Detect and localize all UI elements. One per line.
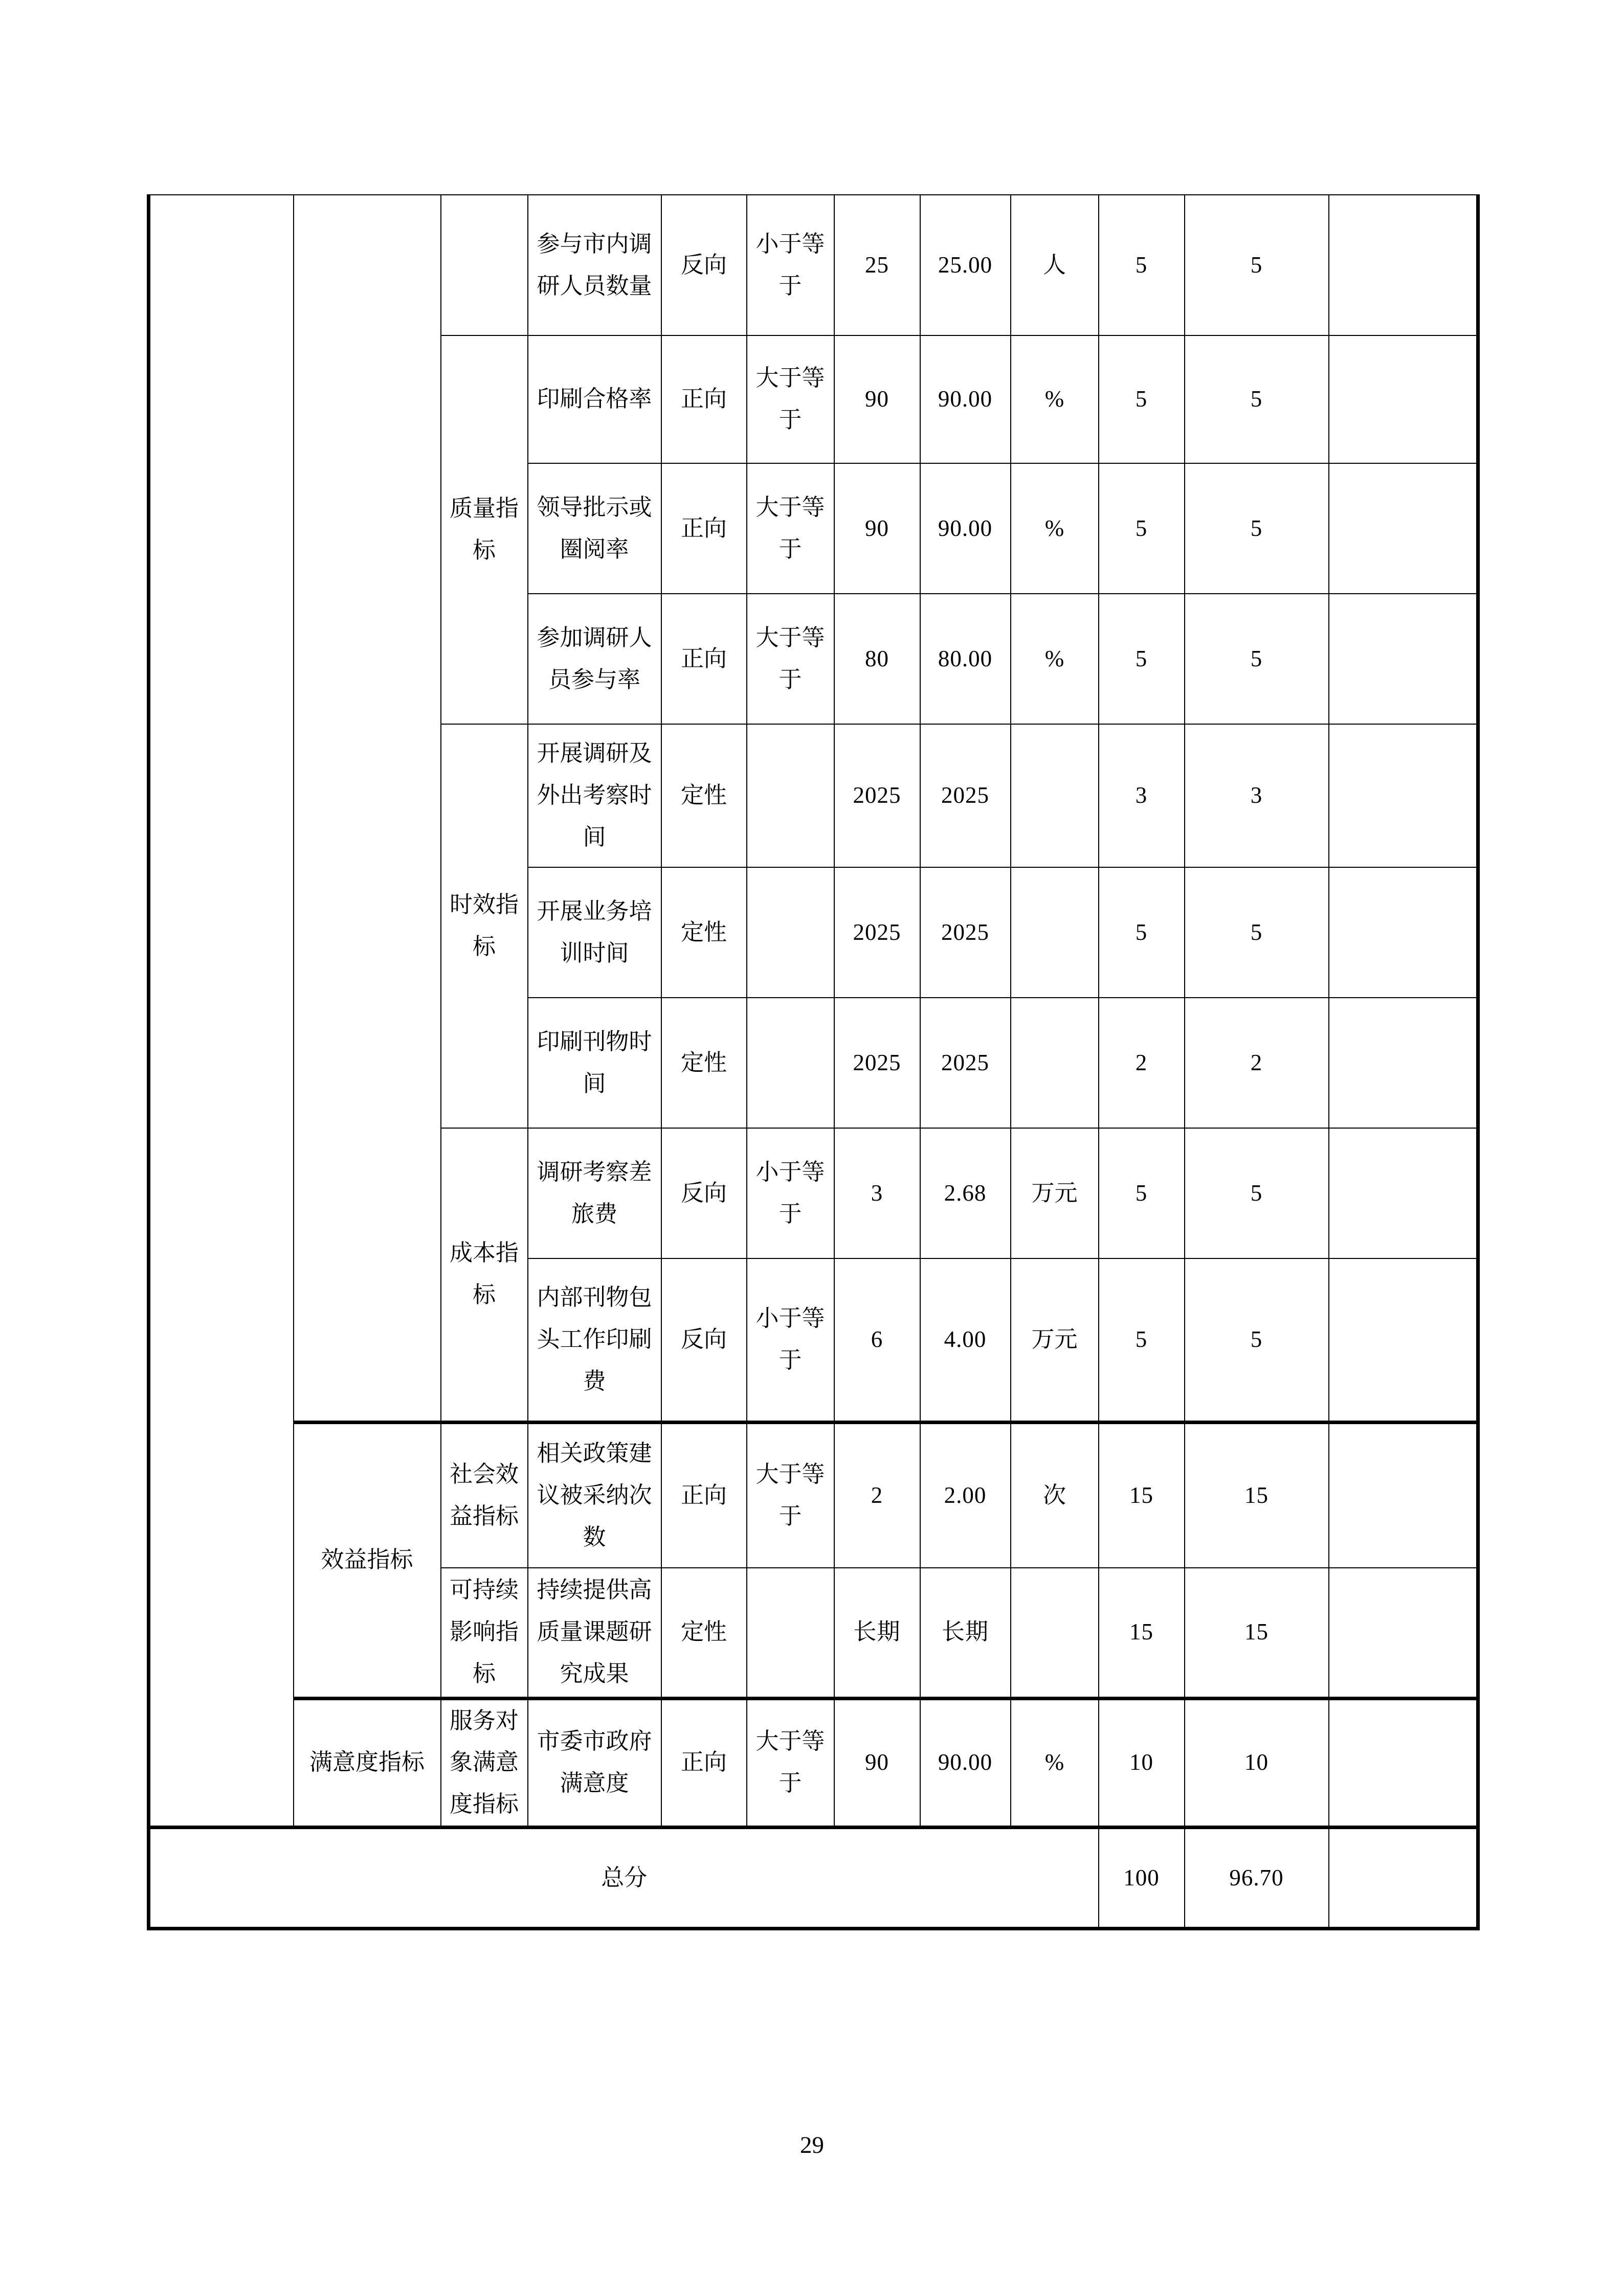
table-row [149,1698,1478,1828]
unit-cell: 万元 [1011,1258,1099,1422]
total-label-cell: 总分 [149,1828,1099,1929]
target-value-cell: 2025 [834,724,920,867]
level2-category-cell: 可持续影响指标 [441,1568,528,1698]
target-value-cell: 3 [834,1128,920,1258]
unit-cell: % [1011,463,1099,594]
final-value-cell: 2.00 [920,1422,1011,1568]
score-cell: 5 [1185,463,1329,594]
weight-cell: 15 [1099,1422,1185,1568]
unit-cell [1011,998,1099,1128]
note-cell [1329,1828,1478,1929]
note-cell [1329,867,1478,998]
unit-cell [1011,724,1099,867]
weight-cell: 5 [1099,1128,1185,1258]
note-cell [1329,1128,1478,1258]
operator-cell: 大于等于 [747,1422,834,1568]
table-row [149,1422,1478,1568]
note-cell [1329,1422,1478,1568]
note-cell [1329,335,1478,463]
operator-cell [747,998,834,1128]
score-cell: 15 [1185,1422,1329,1568]
indicator-name-cell: 领导批示或圈阅率 [528,463,661,594]
target-value-cell: 25 [834,195,920,335]
direction-cell: 定性 [661,998,747,1128]
unit-cell: % [1011,1698,1099,1828]
target-value-cell: 长期 [834,1568,920,1698]
operator-cell [747,724,834,867]
indicator-name-cell: 开展调研及外出考察时间 [528,724,661,867]
indicator-name-cell: 印刷合格率 [528,335,661,463]
operator-cell: 大于等于 [747,335,834,463]
weight-cell: 5 [1099,335,1185,463]
final-value-cell: 2.68 [920,1128,1011,1258]
target-value-cell: 90 [834,335,920,463]
indicator-name-cell: 参加调研人员参与率 [528,594,661,724]
direction-cell: 正向 [661,594,747,724]
target-value-cell: 90 [834,463,920,594]
level2-category-cell: 社会效益指标 [441,1422,528,1568]
weight-cell: 5 [1099,594,1185,724]
weight-cell: 5 [1099,1258,1185,1422]
direction-cell: 正向 [661,1422,747,1568]
weight-cell: 10 [1099,1698,1185,1828]
direction-cell: 定性 [661,867,747,998]
note-cell [1329,1258,1478,1422]
target-value-cell: 2025 [834,867,920,998]
unit-cell: 次 [1011,1422,1099,1568]
note-cell [1329,1698,1478,1828]
table-row [149,195,1478,335]
score-cell: 10 [1185,1698,1329,1828]
note-cell [1329,724,1478,867]
unit-cell [1011,867,1099,998]
operator-cell [747,1568,834,1698]
level1-category-cell: 满意度指标 [294,1698,441,1828]
level2-category-cell: 成本指标 [441,1128,528,1422]
weight-cell: 15 [1099,1568,1185,1698]
note-cell [1329,998,1478,1128]
operator-cell: 小于等于 [747,195,834,335]
indicator-name-cell: 相关政策建议被采纳次数 [528,1422,661,1568]
score-cell: 15 [1185,1568,1329,1698]
final-value-cell: 90.00 [920,1698,1011,1828]
weight-cell: 5 [1099,195,1185,335]
level2-category-cell: 质量指标 [441,335,528,724]
direction-cell: 正向 [661,463,747,594]
final-value-cell: 长期 [920,1568,1011,1698]
total-row [149,1828,1478,1929]
performance-indicator-table [147,194,1480,1930]
score-cell: 5 [1185,867,1329,998]
note-cell [1329,594,1478,724]
target-value-cell: 80 [834,594,920,724]
direction-cell: 定性 [661,724,747,867]
operator-cell: 大于等于 [747,594,834,724]
total-score-cell: 96.70 [1185,1828,1329,1929]
final-value-cell: 80.00 [920,594,1011,724]
weight-cell: 2 [1099,998,1185,1128]
level2-category-cell [441,195,528,335]
operator-cell: 小于等于 [747,1128,834,1258]
weight-cell: 5 [1099,867,1185,998]
direction-cell: 反向 [661,1258,747,1422]
note-cell [1329,463,1478,594]
indicator-name-cell: 内部刊物包头工作印刷费 [528,1258,661,1422]
weight-cell: 3 [1099,724,1185,867]
direction-cell: 正向 [661,335,747,463]
score-cell: 5 [1185,1128,1329,1258]
target-value-cell: 2 [834,1422,920,1568]
total-weight-cell: 100 [1099,1828,1185,1929]
target-value-cell: 90 [834,1698,920,1828]
final-value-cell: 2025 [920,724,1011,867]
page-number: 29 [800,2132,824,2158]
score-cell: 5 [1185,335,1329,463]
direction-cell: 反向 [661,195,747,335]
final-value-cell: 90.00 [920,335,1011,463]
direction-cell: 反向 [661,1128,747,1258]
unit-cell: 万元 [1011,1128,1099,1258]
weight-cell: 5 [1099,463,1185,594]
score-cell: 5 [1185,1258,1329,1422]
unit-cell: 人 [1011,195,1099,335]
operator-cell [747,867,834,998]
level2-category-cell: 服务对象满意度指标 [441,1698,528,1828]
final-value-cell: 90.00 [920,463,1011,594]
operator-cell: 大于等于 [747,463,834,594]
final-value-cell: 25.00 [920,195,1011,335]
operator-cell: 大于等于 [747,1698,834,1828]
target-value-cell: 2025 [834,998,920,1128]
final-value-cell: 2025 [920,998,1011,1128]
indicator-name-cell: 参与市内调研人员数量 [528,195,661,335]
score-cell: 3 [1185,724,1329,867]
indicator-name-cell: 市委市政府满意度 [528,1698,661,1828]
direction-cell: 正向 [661,1698,747,1828]
merged-level1-category-cell [294,195,441,1422]
score-cell: 5 [1185,594,1329,724]
target-value-cell: 6 [834,1258,920,1422]
score-cell: 2 [1185,998,1329,1128]
unit-cell: % [1011,594,1099,724]
indicator-name-cell: 持续提供高质量课题研究成果 [528,1568,661,1698]
operator-cell: 小于等于 [747,1258,834,1422]
indicator-name-cell: 开展业务培训时间 [528,867,661,998]
direction-cell: 定性 [661,1568,747,1698]
final-value-cell: 2025 [920,867,1011,998]
indicator-name-cell: 印刷刊物时间 [528,998,661,1128]
score-cell: 5 [1185,195,1329,335]
level2-category-cell: 时效指标 [441,724,528,1128]
unit-cell: % [1011,335,1099,463]
final-value-cell: 4.00 [920,1258,1011,1422]
note-cell [1329,195,1478,335]
unit-cell [1011,1568,1099,1698]
level1-category-cell: 效益指标 [294,1422,441,1698]
merged-left-category-cell [149,195,294,1828]
indicator-name-cell: 调研考察差旅费 [528,1128,661,1258]
note-cell [1329,1568,1478,1698]
